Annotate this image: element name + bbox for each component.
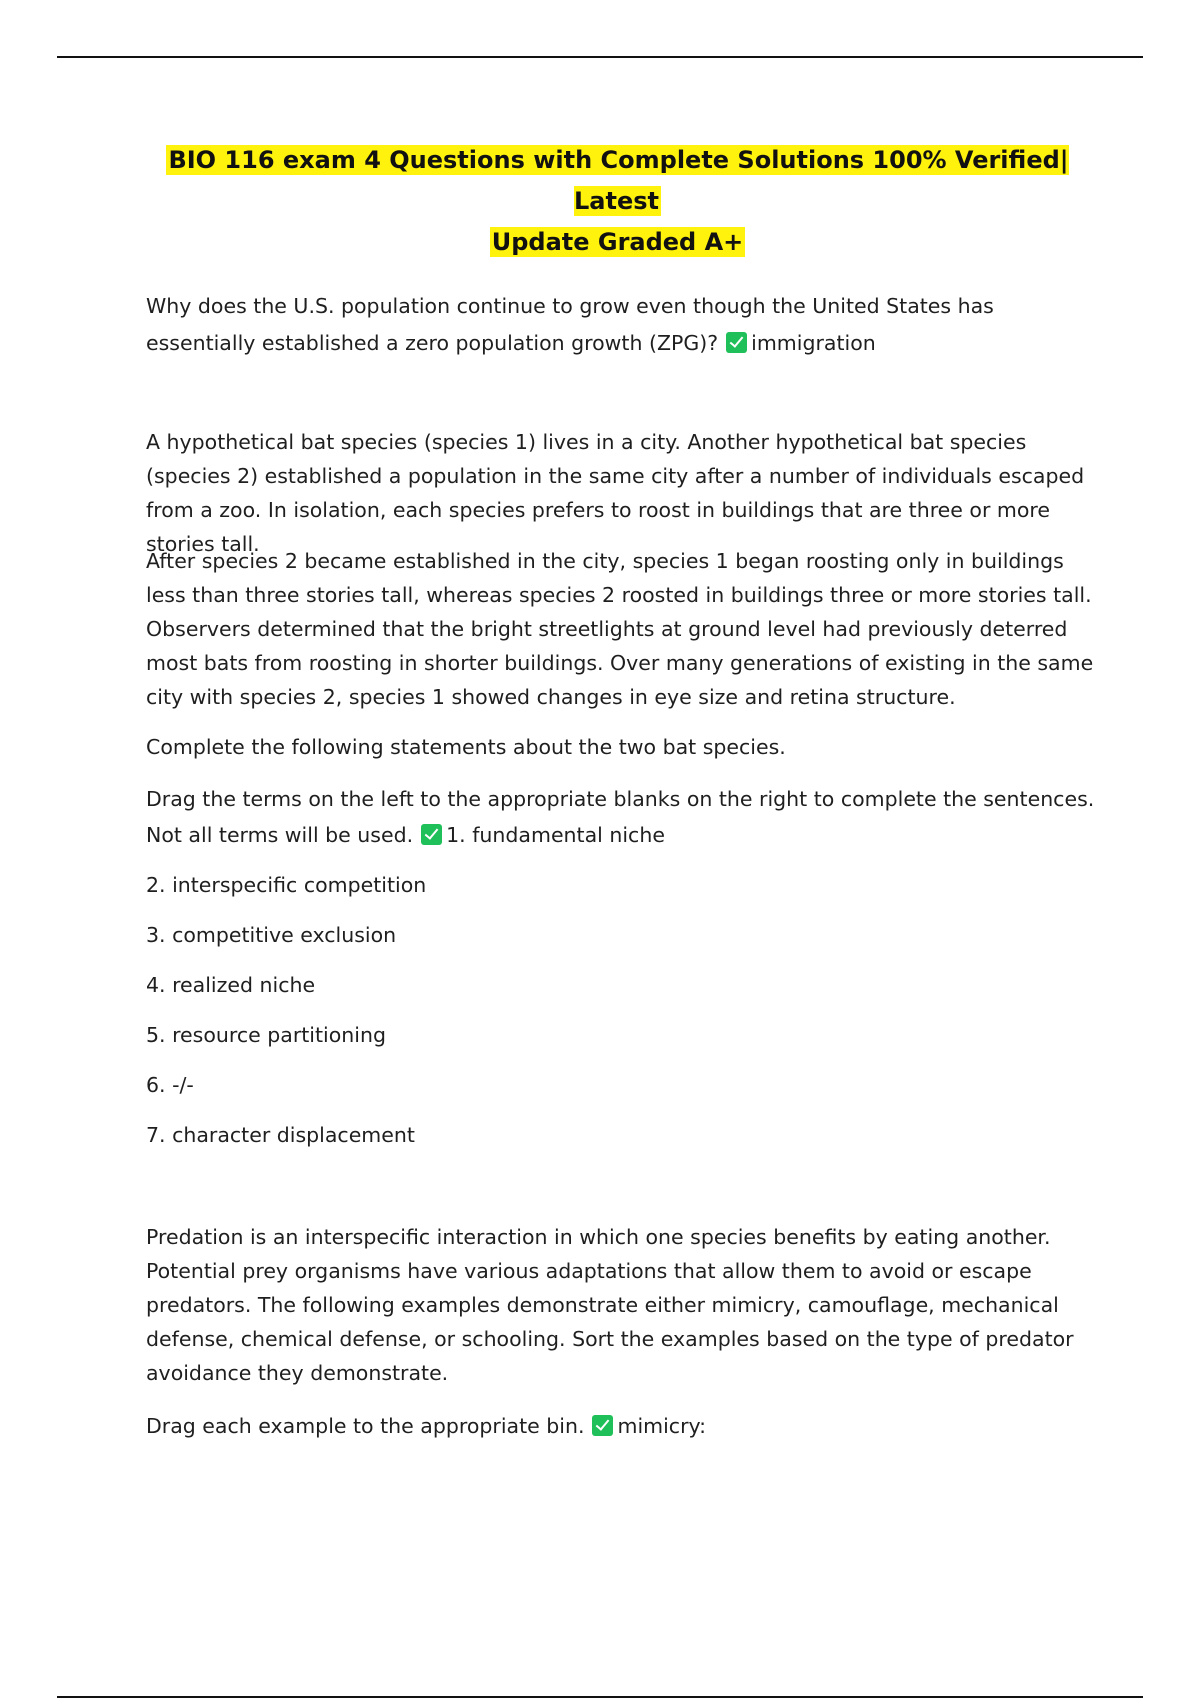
title-line-1: BIO 116 exam 4 Questions with Complete Solutions 100% Verified| Latest: [168, 146, 1069, 215]
question-2-instruction-text: Drag the terms on the left to the appropriate blanks on the right to complete the sentences. Not all terms will be used.: [146, 787, 1095, 847]
question-1-answer: immigration: [751, 331, 876, 355]
question-3-instruction-block: [146, 1409, 1106, 1443]
answer-item: 1. fundamental niche: [446, 823, 665, 847]
title-line-2: Update Graded A+: [491, 228, 744, 256]
question-2-paragraph-3: Complete the following statements about the two bat species.: [146, 735, 786, 759]
question-3: [146, 1220, 1106, 1390]
answer-item: 4. realized niche: [146, 973, 316, 997]
question-2-paragraph-1: A hypothetical bat species (species 1) lives in a city. Another hypothetical bat species (species 2) established a population in the same city after a number of individuals escaped from a zoo. In isolation, each species prefers to roost in buildings that are three or more stories tall.: [146, 430, 1085, 556]
question-2-part-2: [146, 544, 1106, 714]
question-1-paragraph: [146, 288, 1106, 362]
question-2: [146, 425, 1106, 561]
answer-item: 7. character displacement: [146, 1123, 415, 1147]
question-3-paragraph-1: Predation is an interspecific interaction in which one species benefits by eating another. Potential prey organisms have various adaptations that allow them to avoid or escape predators. The following examples demonstrate either mimicry, camouflage, mechanical defense, chemical defense, or schooling. Sort the examples based on the type of predator avoidance they demonstrate.: [146, 1225, 1074, 1385]
answer-item: 3. competitive exclusion: [146, 923, 397, 947]
check-box-icon: [726, 332, 747, 353]
answer-item: 5. resource partitioning: [146, 1023, 386, 1047]
question-1: [146, 288, 1106, 362]
check-box-icon: [592, 1415, 613, 1436]
question-2-instruction: [146, 781, 1106, 853]
question-2-instruction-block: [146, 781, 1106, 853]
answer-list: [146, 868, 1106, 1152]
answer-item: 6. -/-: [146, 1073, 194, 1097]
footer-rule: [57, 1696, 1143, 1698]
answer-item: 2. interspecific competition: [146, 873, 427, 897]
question-3-answer: mimicry:: [617, 1414, 707, 1438]
question-1-text: Why does the U.S. population continue to grow even though the United States has essentially established a zero population growth (ZPG)?: [146, 294, 994, 355]
question-3-instruction: [146, 1409, 1106, 1443]
header-rule: [57, 56, 1143, 58]
document-title: [140, 140, 1095, 263]
question-2-paragraph-2: After species 2 became established in the city, species 1 began roosting only in buildings less than three stories tall, whereas species 2 roosted in buildings three or more stories tall. Observers determined that the bright streetlights at ground level had previously deterred most bats from roosting in shorter buildings. Over many generations of existing in the same city with species 2, species 1 showed changes in eye size and retina structure.: [146, 549, 1094, 709]
question-2-part-3: [146, 730, 1106, 764]
check-box-icon: [421, 824, 442, 845]
question-3-instruction-text: Drag each example to the appropriate bin.: [146, 1414, 585, 1438]
